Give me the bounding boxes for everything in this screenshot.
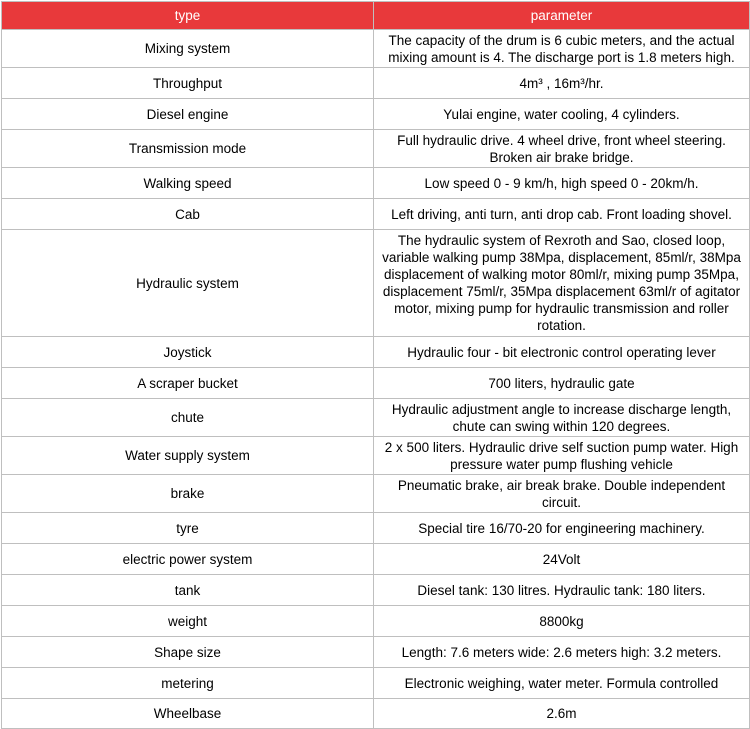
row-parameter: Yulai engine, water cooling, 4 cylinders. xyxy=(374,99,750,130)
table-row xyxy=(2,637,750,668)
table-row xyxy=(2,199,750,230)
table-row xyxy=(2,30,750,68)
row-type: chute xyxy=(2,399,374,437)
row-type: tank xyxy=(2,575,374,606)
row-type: Water supply system xyxy=(2,437,374,475)
spec-table xyxy=(1,1,750,729)
row-parameter: The capacity of the drum is 6 cubic meters, and the actual mixing amount is 4. The discharge port is 1.8 meters high. xyxy=(374,30,750,68)
table-row xyxy=(2,668,750,699)
table-row xyxy=(2,437,750,475)
row-type: Shape size xyxy=(2,637,374,668)
row-type: Walking speed xyxy=(2,168,374,199)
row-type: weight xyxy=(2,606,374,637)
row-parameter: 4m³ , 16m³/hr. xyxy=(374,68,750,99)
header-parameter: parameter xyxy=(374,2,750,30)
table-row xyxy=(2,99,750,130)
row-parameter: Low speed 0 - 9 km/h, high speed 0 - 20km/h. xyxy=(374,168,750,199)
row-parameter: Left driving, anti turn, anti drop cab. Front loading shovel. xyxy=(374,199,750,230)
header-type: type xyxy=(2,2,374,30)
table-row xyxy=(2,513,750,544)
row-parameter: Length: 7.6 meters wide: 2.6 meters high: 3.2 meters. xyxy=(374,637,750,668)
row-type: Joystick xyxy=(2,337,374,368)
row-parameter: Electronic weighing, water meter. Formula controlled xyxy=(374,668,750,699)
row-type: Diesel engine xyxy=(2,99,374,130)
row-parameter: 2.6m xyxy=(374,699,750,729)
row-parameter: Full hydraulic drive. 4 wheel drive, front wheel steering. Broken air brake bridge. xyxy=(374,130,750,168)
row-parameter: The hydraulic system of Rexroth and Sao, closed loop, variable walking pump 38Mpa, displacement, 85ml/r, 38Mpa displacement of walking motor 80ml/r, mixing pump 35Mpa, displacement 75ml/r, 35Mpa displacement 63ml/r of agitator motor, mixing pump for hydraulic transmission and roller rotation. xyxy=(374,230,750,337)
table-row xyxy=(2,68,750,99)
row-type: Mixing system xyxy=(2,30,374,68)
row-type: Transmission mode xyxy=(2,130,374,168)
table-header-row xyxy=(2,2,750,30)
table-row xyxy=(2,399,750,437)
row-type: Hydraulic system xyxy=(2,230,374,337)
row-parameter: Hydraulic four - bit electronic control operating lever xyxy=(374,337,750,368)
row-parameter: Hydraulic adjustment angle to increase discharge length, chute can swing within 120 degrees. xyxy=(374,399,750,437)
table-row xyxy=(2,230,750,337)
row-type: Wheelbase xyxy=(2,699,374,729)
table-row xyxy=(2,575,750,606)
table-row xyxy=(2,606,750,637)
row-type: Cab xyxy=(2,199,374,230)
row-type: A scraper bucket xyxy=(2,368,374,399)
row-type: brake xyxy=(2,475,374,513)
row-parameter: 24Volt xyxy=(374,544,750,575)
table-row xyxy=(2,337,750,368)
row-parameter: 8800kg xyxy=(374,606,750,637)
table-row xyxy=(2,699,750,729)
row-parameter: 2 x 500 liters. Hydraulic drive self suction pump water. High pressure water pump flushing vehicle xyxy=(374,437,750,475)
row-type: tyre xyxy=(2,513,374,544)
table-row xyxy=(2,130,750,168)
row-parameter: 700 liters, hydraulic gate xyxy=(374,368,750,399)
table-row xyxy=(2,475,750,513)
row-parameter: Special tire 16/70-20 for engineering machinery. xyxy=(374,513,750,544)
table-row xyxy=(2,544,750,575)
row-type: metering xyxy=(2,668,374,699)
table-row xyxy=(2,368,750,399)
row-parameter: Diesel tank: 130 litres. Hydraulic tank: 180 liters. xyxy=(374,575,750,606)
table-row xyxy=(2,168,750,199)
row-parameter: Pneumatic brake, air break brake. Double independent circuit. xyxy=(374,475,750,513)
row-type: Throughput xyxy=(2,68,374,99)
row-type: electric power system xyxy=(2,544,374,575)
